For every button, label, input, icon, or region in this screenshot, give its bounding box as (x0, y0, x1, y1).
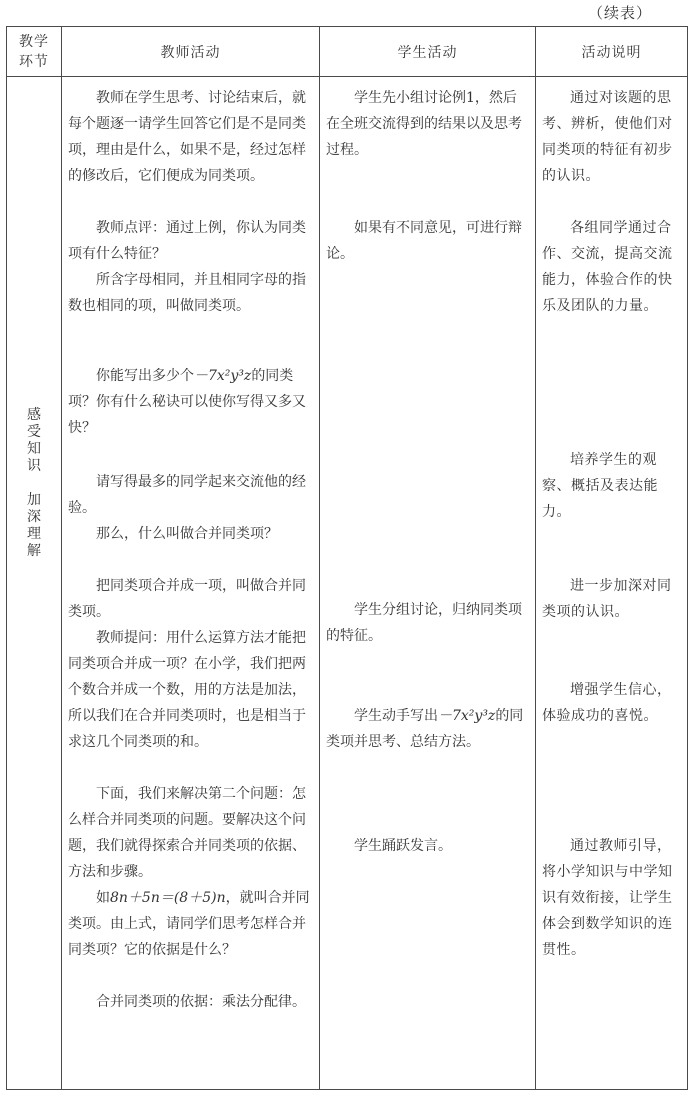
teacher-text: 的同类项？你有什么秘诀可以使你写得又多又快？ (68, 368, 306, 436)
stage-label (7, 407, 61, 560)
header-row (7, 27, 688, 77)
body-row (7, 77, 688, 1090)
teacher-para (68, 363, 313, 441)
stage-char: 知 (27, 441, 41, 457)
math-expression: －7x²y³z (194, 368, 252, 384)
header-student: 学生活动 (320, 27, 536, 77)
note-cell (536, 77, 688, 1090)
student-cell (320, 77, 536, 1090)
teacher-text: 你能写出多少个 (96, 368, 194, 384)
header-teacher: 教师活动 (62, 27, 320, 77)
math-expression: 8n＋5n＝(8＋5)n (110, 890, 226, 906)
header-stage-line1: 教学 (19, 33, 49, 50)
teacher-para: 下面，我们来解决第二个问题：怎么样合并同类项的问题。要解决这个问题，我们就得探索合并同类项的依据、方法和步骤。 (68, 786, 306, 880)
student-para (326, 703, 527, 755)
teacher-para: 把同类项合并成一项，叫做合并同类项。 (68, 578, 306, 620)
note-para: 增强学生信心，体验成功的喜悦。 (542, 682, 672, 724)
header-stage-line2: 环节 (19, 53, 49, 70)
teacher-para: 教师提问：用什么运算方法才能把同类项合并成一项？在小学，我们把两个数合并成一个数，用的方法是加法，所以我们在合并同类项时，也是相当于求这几个同类项的和。 (68, 630, 306, 750)
note-para: 通过教师引导，将小学知识与中学知识有效衔接，让学生体会到数学知识的连贯性。 (542, 838, 673, 958)
student-para: 学生先小组讨论例1，然后在全班交流得到的结果以及思考过程。 (326, 90, 522, 158)
header-stage (7, 27, 62, 77)
note-para: 进一步加深对同类项的认识。 (542, 578, 672, 620)
header-note: 活动说明 (536, 27, 688, 77)
continuation-label: （续表） (587, 4, 652, 22)
stage-char: 深 (27, 509, 41, 525)
teacher-text: 如 (96, 890, 110, 906)
teacher-text: ，就叫合并同类项。由上式，请同学们思考怎样合并同类项？它的依据是什么？ (68, 890, 310, 958)
teacher-para: 教师点评：通过上例，你认为同类项有什么特征？ (68, 220, 306, 262)
teacher-para: 所含字母相同，并且相同字母的指数也相同的项，叫做同类项。 (68, 272, 306, 314)
stage-char: 解 (27, 543, 41, 559)
lesson-table (6, 26, 688, 1090)
teacher-para (68, 885, 313, 963)
teacher-para: 请写得最多的同学起来交流他的经验。 (68, 474, 306, 516)
student-text: 学生动手写出 (354, 708, 438, 724)
note-para: 培养学生的观察、概括及表达能力。 (542, 452, 658, 520)
student-text: 的同类项并思考、总结方法。 (326, 708, 524, 750)
stage-char: 理 (27, 526, 41, 542)
stage-char: 感 (27, 407, 41, 423)
math-expression: －7x²y³z (438, 708, 496, 724)
teacher-para: 那么，什么叫做合并同类项？ (96, 526, 278, 542)
student-para: 学生分组讨论，归纳同类项的特征。 (326, 602, 522, 644)
teacher-cell (62, 77, 320, 1090)
teacher-para: 合并同类项的依据：乘法分配律。 (96, 994, 306, 1010)
stage-char: 受 (27, 424, 41, 440)
student-para: 学生踊跃发言。 (354, 838, 452, 854)
stage-char: 加 (27, 492, 41, 508)
stage-cell (7, 77, 62, 1090)
note-para: 通过对该题的思考、辨析，使他们对同类项的特征有初步的认识。 (542, 90, 673, 184)
teacher-para: 教师在学生思考、讨论结束后，就每个题逐一请学生回答它们是不是同类项，理由是什么，如果不是，经过怎样的修改后，它们便成为同类项。 (68, 90, 306, 184)
stage-char: 识 (27, 458, 41, 474)
student-para: 如果有不同意见，可进行辩论。 (326, 220, 522, 262)
note-para: 各组同学通过合作、交流，提高交流能力，体验合作的快乐及团队的力量。 (542, 220, 673, 314)
